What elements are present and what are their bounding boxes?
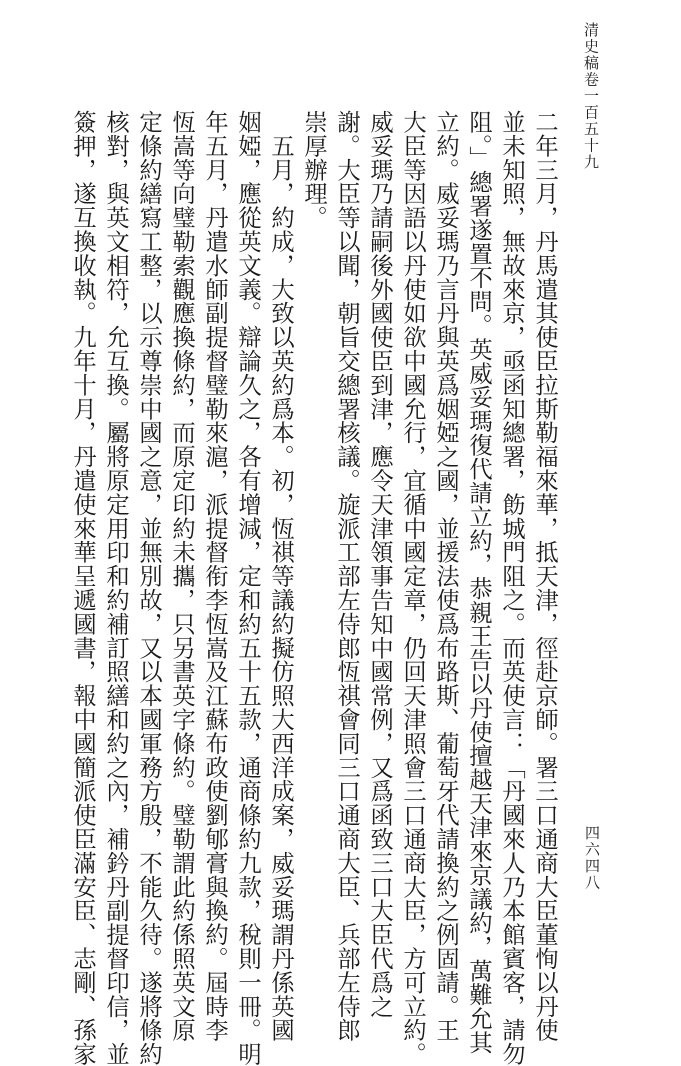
text-column: 姻婭，應從英文義。辯論久之，各有增減，定和約五十五款，通商條約九款，稅則一冊。明 — [234, 110, 261, 1066]
text-column: 阻。」總署遂置不問。英威妥瑪復代請立約，恭親王告以丹使擅越天津來京議約，萬難允其 — [465, 110, 492, 1055]
text-column: 立約。威妥瑪乃言丹與英爲姻婭之國，並援法使爲布路斯、葡萄牙代請換約之例固請。王 — [432, 110, 459, 1043]
text-column: 並未知照，無故來京，亟函知總署，飭城門阻之。而英使言：「丹國來人乃本館賓客，請勿 — [498, 110, 525, 1066]
text-column: 大臣等因語以丹使如欲中國允行，宜循中國定章，仍回天津照會三口通商大臣，方可立約。 — [399, 110, 426, 1066]
text-column: 恆嵩等向璧勒索觀應換條約，而原定印約未攜，只另書英字條約。璧勒謂此約係照英文原 — [168, 110, 195, 1043]
text-column: 崇厚辦理。 — [300, 110, 327, 230]
text-column: 核對，與英文相符，允互換。屬將原定用印和約補訂照繕和約之內，補鈐丹副提督印信，並 — [102, 110, 129, 1066]
text-column: 二年三月，丹馬遣其使臣拉斯勒福來華，抵天津，徑赴京師。署三口通商大臣董恂以丹使 — [531, 110, 558, 1043]
book-title: 清史稿卷一百五十九 — [582, 22, 600, 171]
text-column: 威妥瑪乃請嗣後外國使臣到津，應令天津領事告知中國常例，又爲函致三口大臣代爲之 — [366, 110, 393, 1019]
text-column: 定條約繕寫工整，以示尊崇中國之意，並無別故，又以本國軍務方殷，不能久待。遂將條約 — [135, 110, 162, 1066]
text-column: 年五月，丹遣水師副提督璧勒來滬，派提督衔李恆嵩及江蘇布政使劉郇膏與換約。屆時李 — [201, 110, 228, 1043]
text-column: 五月，約成，大致以英約爲本。初，恆祺等議約擬仿照大西洋成案，威妥瑪謂丹係英國 — [267, 110, 294, 1043]
text-column: 簽押，遂互換收執。九年十月，丹遣使來華呈遞國書，報中國簡派使臣滿安臣、志剛、孫家 — [69, 110, 96, 1066]
page-number: 四六四八 — [583, 825, 601, 891]
text-column: 謝。大臣等以聞，朝旨交總署核議。旋派工部左侍郎恆祺會同三口通商大臣、兵部左侍郎 — [333, 110, 360, 1043]
